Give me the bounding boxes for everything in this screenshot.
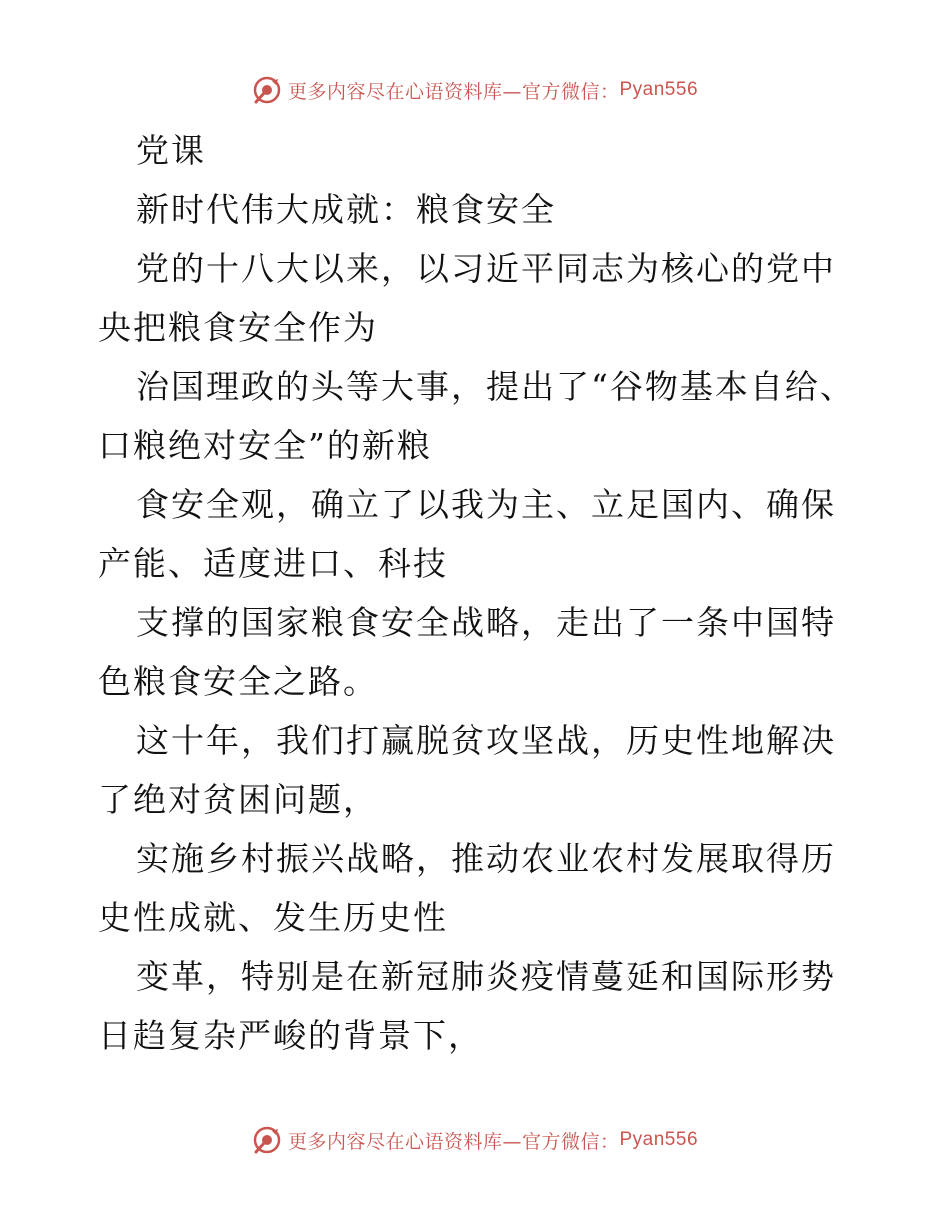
header-watermark xyxy=(0,70,950,110)
paragraph: 治国理政的头等大事，提出了“谷物基本自给、口粮绝对安全”的新粮 xyxy=(98,367,855,465)
watermark-text: 更多内容尽在心语资料库—官方微信： xyxy=(287,80,620,103)
pen-logo-icon xyxy=(252,75,282,105)
paragraph: 新时代伟大成就：粮食安全 xyxy=(136,190,556,229)
watermark-text: 更多内容尽在心语资料库—官方微信： xyxy=(287,1130,620,1153)
paragraph: 这十年，我们打赢脱贫攻坚战，历史性地解决了绝对贫困问题， xyxy=(98,721,836,819)
paragraph: 党的十八大以来，以习近平同志为核心的党中央把粮食安全作为 xyxy=(98,249,836,347)
wechat-id: Pyan556 xyxy=(619,1129,699,1150)
paragraph: 实施乡村振兴战略，推动农业农村发展取得历史性成就、发生历史性 xyxy=(98,839,836,937)
wechat-id: Pyan556 xyxy=(619,79,699,100)
paragraph: 变革，特别是在新冠肺炎疫情蔓延和国际形势日趋复杂严峻的背景下， xyxy=(98,957,836,1055)
paragraph: 党课 xyxy=(136,131,206,170)
paragraph: 支撑的国家粮食安全战略，走出了一条中国特色粮食安全之路。 xyxy=(98,603,836,701)
paragraph: 食安全观，确立了以我为主、立足国内、确保产能、适度进口、科技 xyxy=(98,485,836,583)
document-body xyxy=(98,121,858,1065)
footer-watermark xyxy=(0,1120,950,1160)
pen-logo-icon xyxy=(252,1125,282,1155)
